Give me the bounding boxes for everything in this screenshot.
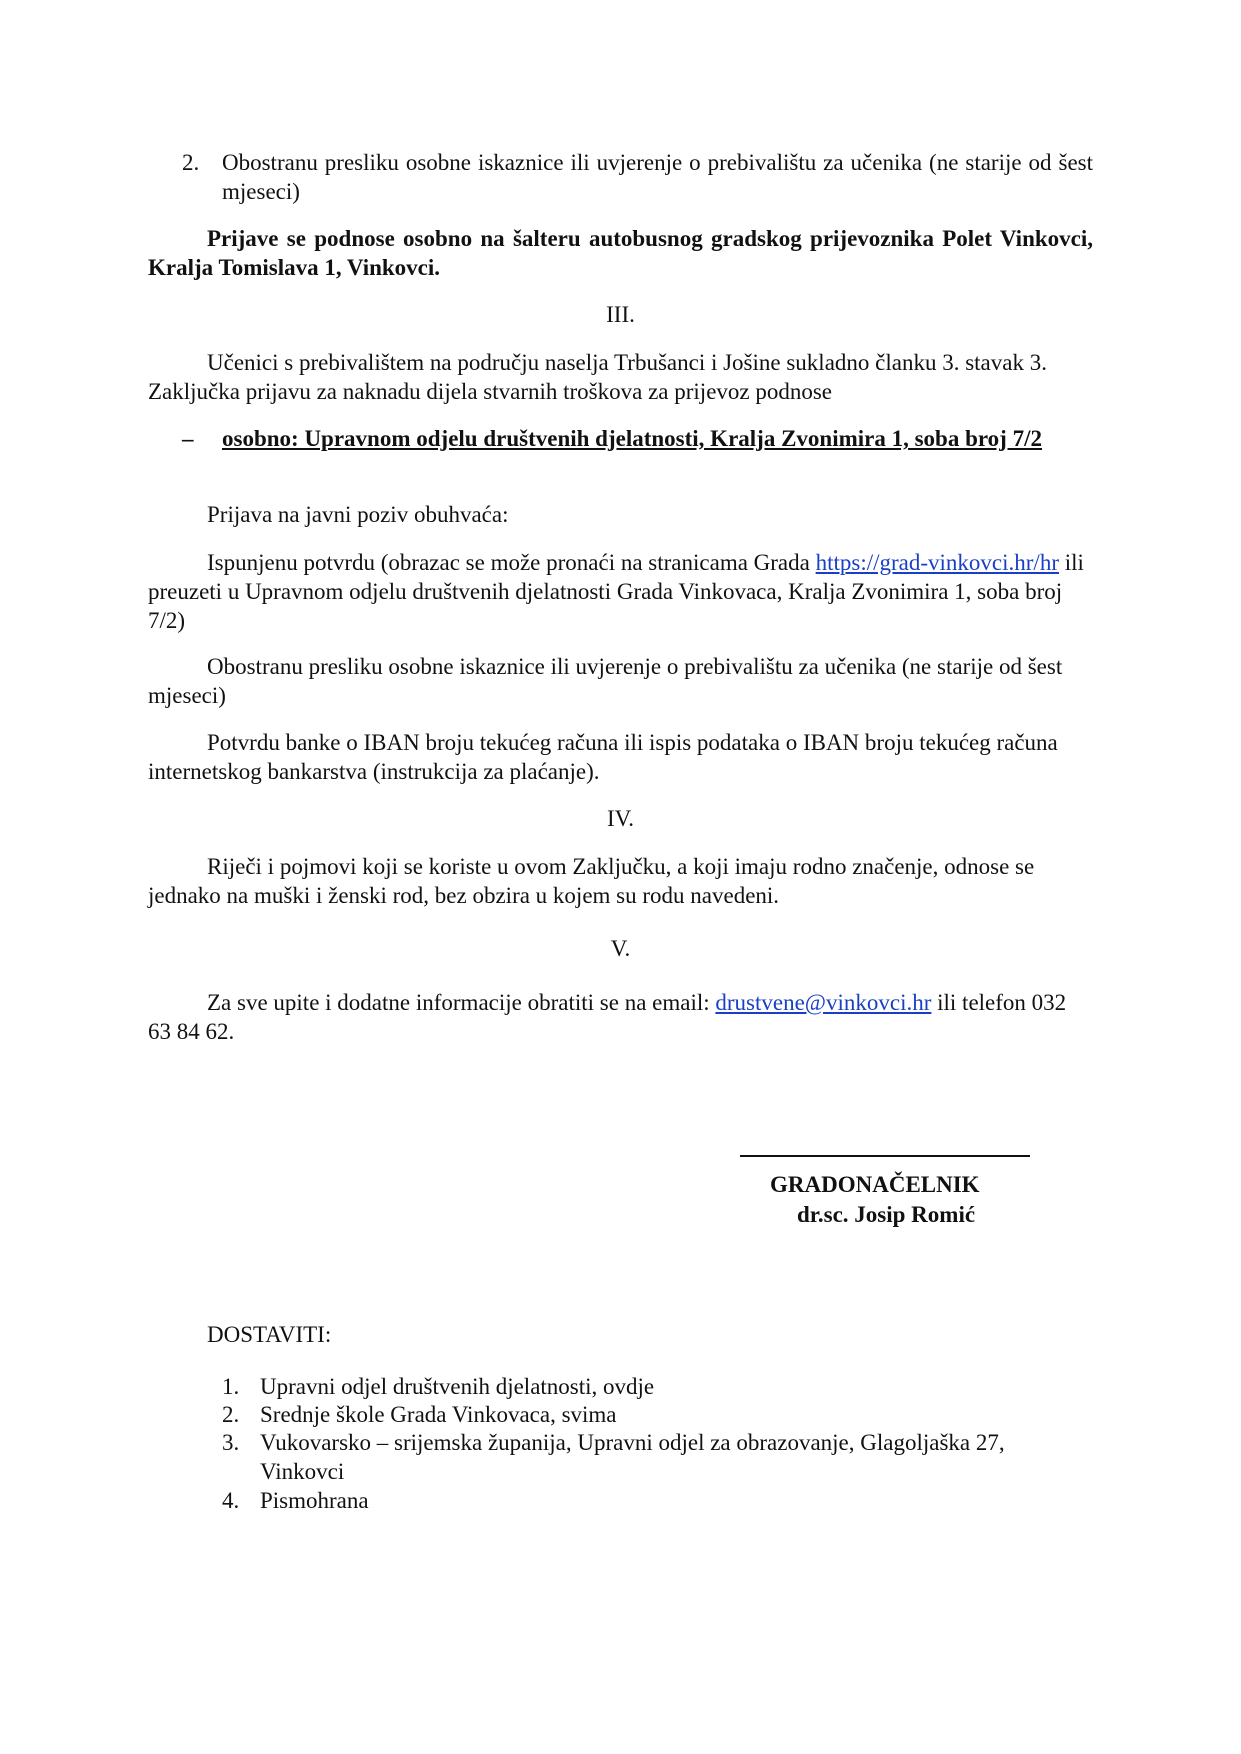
section-heading-iii: III.	[606, 302, 635, 327]
contact-paragraph	[148, 988, 1093, 1046]
section-iii-paragraph: Učenici s prebivalištem na području naselja Trbušanci i Jošine sukladno članku 3. stavak 3. Zaključka prijavu za naknadu dijela stvarnih troškova za prijevoz podnose	[148, 350, 1047, 404]
list-number: 2.	[182, 150, 200, 175]
section-heading-iv: IV.	[606, 806, 635, 831]
section-heading-v: V.	[610, 936, 631, 961]
signature-title: GRADONAČELNIK	[770, 1172, 980, 1197]
requirement-form-text: Ispunjenu potvrdu (obrazac se može pronaći na stranicama Grada	[207, 550, 816, 575]
list-item-text: Obostranu presliku osobne iskaznice ili uvjerenje o prebivalištu za učenika (ne starije od šest mjeseci)	[222, 150, 1093, 204]
contact-phone-text: ili telefon 032 63 84 62.	[148, 990, 1067, 1044]
requirement-form	[148, 548, 1093, 635]
signature-name: dr.sc. Josip Romić	[797, 1202, 976, 1227]
section-iv-paragraph: Riječi i pojmovi koji se koriste u ovom Zaključku, a koji imaju rodno značenje, odnose se jednako na muški i ženski rod, bez obzira u kojem su rodu navedeni.	[148, 854, 1035, 908]
deliver-item: Srednje škole Grada Vinkovaca, svima	[260, 1402, 617, 1427]
requirement-form-text-end: ili preuzeti u Upravnom odjelu društvenih djelatnosti Grada Vinkovaca, Kralja Zvonimira 1, soba broj 7/2)	[148, 550, 1084, 633]
email-link[interactable]: drustvene@vinkovci.hr	[715, 990, 932, 1015]
requirement-bank: Potvrdu banke o IBAN broju tekućeg računa ili ispis podataka o IBAN broju tekućeg računa internetskog bankarstva (instrukcija za plaćanje).	[148, 730, 1058, 784]
bullet-dash: –	[182, 426, 194, 451]
city-website-link[interactable]: https://grad-vinkovci.hr/hr	[815, 550, 1059, 575]
requirement-id-copy: Obostranu presliku osobne iskaznice ili uvjerenje o prebivalištu za učenika (ne starije od šest mjeseci)	[148, 654, 1063, 708]
deliver-item: Pismohrana	[260, 1488, 369, 1513]
deliver-number: 3.	[222, 1430, 240, 1455]
deliver-number: 2.	[222, 1402, 240, 1427]
submission-notice: Prijave se podnose osobno na šalteru autobusnog gradskog prijevoznika Polet Vinkovci, Kralja Tomislava 1, Vinkovci.	[148, 226, 1093, 280]
submission-location: osobno: Upravnom odjelu društvenih djelatnosti, Kralja Zvonimira 1, soba broj 7/2	[222, 426, 1042, 451]
deliver-item: Upravni odjel društvenih djelatnosti, ovdje	[260, 1374, 655, 1399]
signature-line	[740, 1155, 1030, 1157]
deliver-number: 4.	[222, 1488, 240, 1513]
deliver-item: Vukovarsko – srijemska županija, Upravni odjel za obrazovanje, Glagoljaška 27, Vinkovci	[260, 1430, 1005, 1484]
deliver-heading: DOSTAVITI:	[207, 1322, 332, 1347]
deliver-number: 1.	[222, 1374, 240, 1399]
contact-text: Za sve upite i dodatne informacije obratiti se na email:	[207, 990, 716, 1015]
application-includes: Prijava na javni poziv obuhvaća:	[207, 502, 509, 527]
